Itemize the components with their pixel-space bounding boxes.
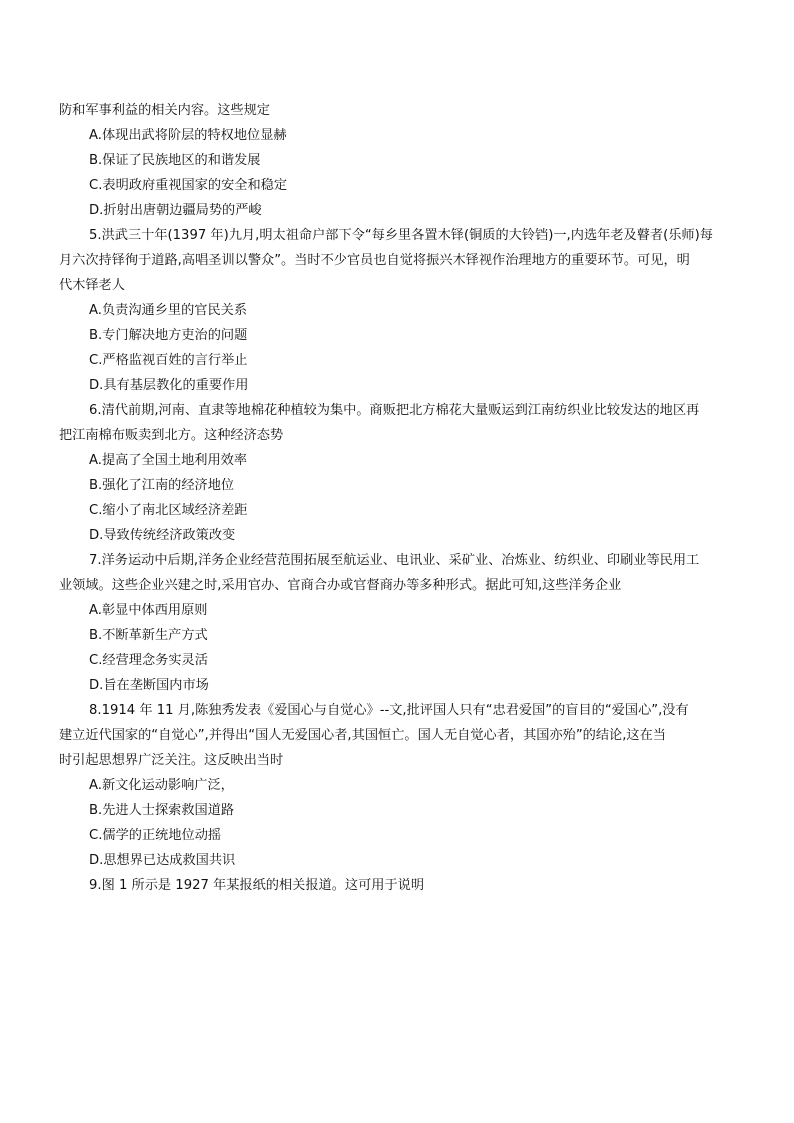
q4-option-d: D.折射出唐朝边疆局势的严峻 [89,203,262,218]
q7-stem-line-1: 7.洋务运动中后期,洋务企业经营范围拓展至航运业、电讯业、采矿业、冶炼业、纺织业、印刷业等民用工 [89,553,700,568]
q6-option-a: A.提高了全国土地利用效率 [89,453,248,468]
q5-stem-line-3: 代木铎老人 [59,278,125,293]
q5-stem-line-1: 5.洪武三十年(1397 年)九月,明太祖命户部下令“每乡里各置木铎(铜质的大铃铛)一,内选年老及瞽者(乐师)每 [89,228,713,243]
q5-option-a: A.负责沟通乡里的官民关系 [89,303,248,318]
q6-stem-line-1: 6.清代前期,河南、直隶等地棉花种植较为集中。商贩把北方棉花大量贩运到江南纺织业比较发达的地区再 [89,403,700,418]
q8-stem-line-1: 8.1914 年 11 月,陈独秀发表《爱国心与自觉心》--文,批评国人只有“忠君爱国”的盲目的“爱国心”,没有 [89,703,689,718]
q8-option-d: D.思想界已达成救国共识 [89,853,236,868]
q8-option-b: B.先进人士探索救国道路 [89,803,235,818]
q8-stem-line-2: 建立近代国家的“自觉心”,并得出“国人无爱国心者,其国恒亡。国人无自觉心者，其国亦殆”的结论,这在当 [59,728,666,743]
q8-option-a: A.新文化运动影响广泛， [89,778,234,793]
q4-option-a: A.体现出武将阶层的特权地位显赫 [89,128,287,143]
q4-option-c: C.表明政府重视国家的安全和稳定 [89,178,288,193]
q5-option-c: C.严格监视百姓的言行举止 [89,353,248,368]
q7-option-c: C.经营理念务实灵活 [89,653,208,668]
q8-stem-line-3: 时引起思想界广泛关注。这反映出当时 [59,753,284,768]
q6-stem-line-2: 把江南棉布贩卖到北方。这种经济态势 [59,428,284,443]
q7-stem-line-2: 业领域。这些企业兴建之时,采用官办、官商合办或官督商办等多种形式。据此可知,这些洋务企业 [59,578,622,593]
q7-option-a: A.彰显中体西用原则 [89,603,208,618]
question-content [59,98,739,898]
q6-option-b: B.强化了江南的经济地位 [89,478,235,493]
q7-option-b: B.不断革新生产方式 [89,628,208,643]
q9-stem-line-1: 9.图 1 所示是 1927 年某报纸的相关报道。这可用于说明 [89,878,425,893]
q6-option-c: C.缩小了南北区域经济差距 [89,503,248,518]
q5-option-b: B.专门解决地方吏治的问题 [89,328,248,343]
q4-stem-tail: 防和军事利益的相关内容。这些规定 [59,103,270,118]
q4-option-b: B.保证了民族地区的和谐发展 [89,153,261,168]
q5-option-d: D.具有基层教化的重要作用 [89,378,249,393]
q7-option-d: D.旨在垄断国内市场 [89,678,209,693]
q8-option-c: C.儒学的正统地位动摇 [89,828,222,843]
q5-stem-line-2: 月六次持铎徇于道路,高唱圣训以警众”。当时不少官员也自觉将振兴木铎视作治理地方的重要环节。可见，明 [59,253,690,268]
q6-option-d: D.导致传统经济政策改变 [89,528,236,543]
